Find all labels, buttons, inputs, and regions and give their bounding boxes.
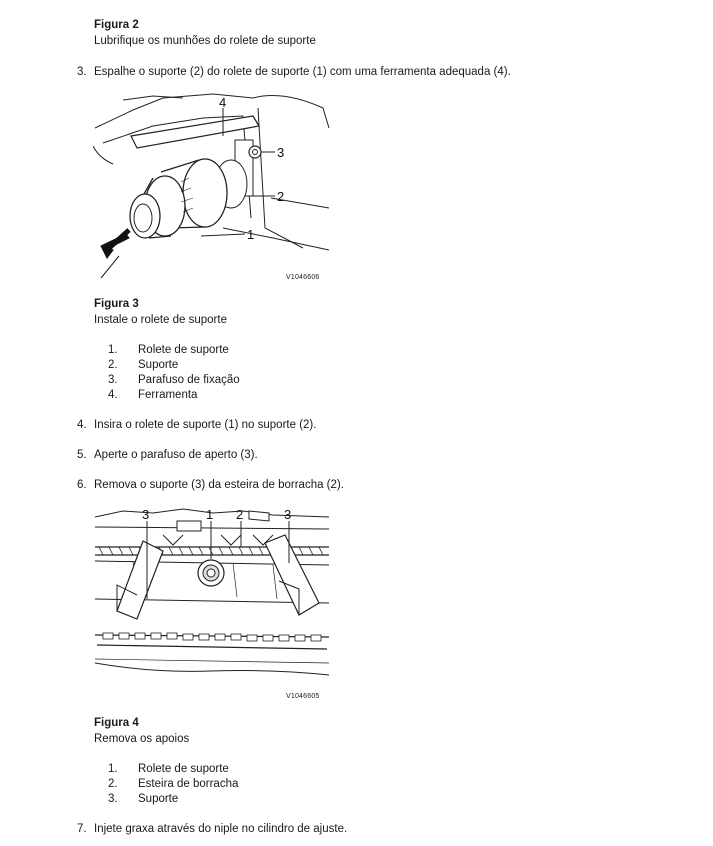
callout-2: 2 bbox=[277, 189, 285, 204]
figure-4-title: Figura 4 bbox=[94, 717, 139, 729]
figure-2-caption: Lubrifique os munhões do rolete de suporte bbox=[94, 35, 316, 47]
step-6-number: 6. bbox=[77, 479, 87, 491]
roller-install-illustration bbox=[93, 88, 333, 284]
legend-3-item-3-text: Parafuso de fixação bbox=[138, 374, 240, 386]
track-lower-edge bbox=[95, 635, 329, 637]
frame-line bbox=[223, 228, 329, 250]
legend-3-item-2-number: 2. bbox=[108, 359, 118, 371]
support-removal-illustration bbox=[93, 503, 333, 681]
step-4-text: Insira o rolete de suporte (1) no suporte (2). bbox=[94, 419, 317, 431]
step-5-number: 5. bbox=[77, 449, 87, 461]
figure-3-title: Figura 3 bbox=[94, 298, 139, 310]
callout-3: 3 bbox=[277, 145, 285, 160]
frame-line bbox=[123, 96, 183, 100]
illustration-2-code: V1046605 bbox=[286, 693, 320, 700]
legend-3-item-1-number: 1. bbox=[108, 344, 118, 356]
figure-2-title: Figura 2 bbox=[94, 19, 139, 31]
step-3-number: 3. bbox=[77, 66, 87, 78]
callout-1: 1 bbox=[206, 507, 214, 522]
legend-3-item-1-text: Rolete de suporte bbox=[138, 344, 229, 356]
legend-3-item-2-text: Suporte bbox=[138, 359, 179, 371]
legend-4-item-2-number: 2. bbox=[108, 778, 118, 790]
legend-4-item-2-text: Esteira de borracha bbox=[138, 778, 239, 790]
callout-3-left: 3 bbox=[142, 507, 150, 522]
figure-4-caption: Remova os apoios bbox=[94, 733, 190, 745]
step-6-text: Remova o suporte (3) da esteira de borracha (2). bbox=[94, 479, 344, 491]
step-3-text: Espalhe o suporte (2) do rolete de suporte (1) com uma ferramenta adequada (4). bbox=[94, 66, 511, 78]
support-block-left bbox=[117, 541, 163, 619]
legend-3-item-3-number: 3. bbox=[108, 374, 118, 386]
legend-4-item-3-text: Suporte bbox=[138, 793, 179, 805]
callout-4: 4 bbox=[219, 95, 227, 110]
track-bottom bbox=[95, 663, 329, 675]
frame-line bbox=[253, 96, 329, 128]
legend-4-item-3-number: 3. bbox=[108, 793, 118, 805]
illustration-1-code: V1046606 bbox=[286, 274, 320, 281]
callout-1-leader bbox=[201, 234, 245, 236]
step-4-number: 4. bbox=[77, 419, 87, 431]
roller-flange bbox=[183, 159, 227, 227]
track-lugs bbox=[103, 633, 321, 641]
figure-3-caption: Instale o rolete de suporte bbox=[94, 314, 227, 326]
legend-3-item-4-number: 4. bbox=[108, 389, 118, 401]
step-7-number: 7. bbox=[77, 823, 87, 835]
legend-4-item-1-text: Rolete de suporte bbox=[138, 763, 229, 775]
callout-2: 2 bbox=[236, 507, 244, 522]
legend-3-item-4-text: Ferramenta bbox=[138, 389, 198, 401]
frame-line bbox=[258, 108, 303, 248]
legend-4-item-1-number: 1. bbox=[108, 763, 118, 775]
callout-1: 1 bbox=[247, 227, 255, 242]
step-7-text: Injete graxa através do niple no cilindro de ajuste. bbox=[94, 823, 348, 835]
callout-3-right: 3 bbox=[284, 507, 292, 522]
step-5-text: Aperte o parafuso de aperto (3). bbox=[94, 449, 258, 461]
frame-line bbox=[93, 146, 113, 164]
